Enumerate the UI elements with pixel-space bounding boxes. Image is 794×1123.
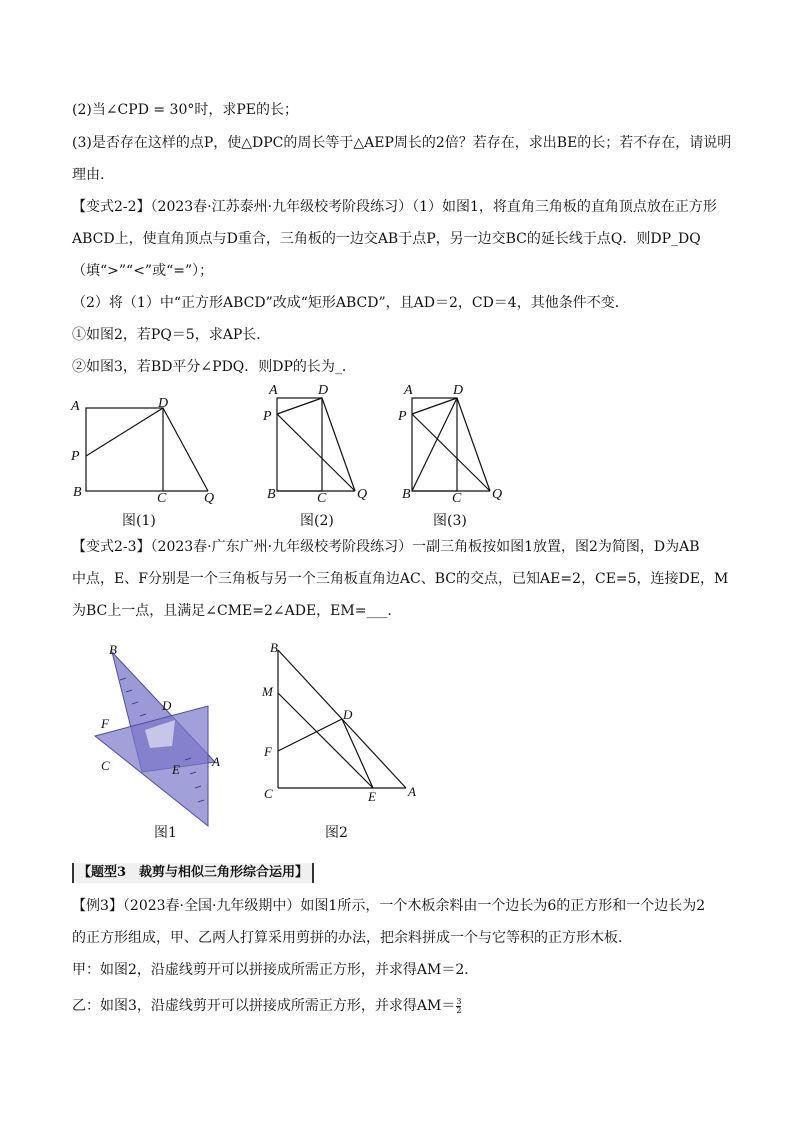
example-3-line4 — [72, 996, 461, 1016]
label-d: D — [343, 707, 353, 722]
variant-2-2-line1: 【变式2-2】（2023春·江苏泰州·九年级校考阶段练习）（1）如图1，将直角三角板的直角顶点放在正方形 — [72, 199, 717, 215]
label-d: D — [158, 396, 169, 411]
example-3-line2: 的正方形组成，甲、乙两人打算采用剪拼的办法，把余料拼成一个与它等积的正方形木板． — [72, 930, 632, 946]
figure-rectangle-2 — [255, 378, 380, 505]
example-3-line1: 【例3】（2023春·全国·九年级期中）如图1所示，一个木板余料由一个边长为6的正方形和一个边长为2 — [72, 898, 706, 914]
variant-2-2-line4: （2）将（1）中“正方形ABCD”改成“矩形ABCD”，且AD＝2，CD＝4，其他条件不变． — [72, 295, 629, 311]
label-a: A — [408, 784, 416, 799]
variant-2-3-line3: 为BC上一点，且满足∠CME=2∠ADE，EM=___． — [72, 603, 402, 619]
label-c: C — [452, 491, 462, 505]
section-header: 【题型3 裁剪与相似三角形综合运用】 — [72, 863, 314, 883]
segment-dq — [322, 398, 355, 491]
label-c: C — [264, 786, 273, 801]
label-d: D — [318, 383, 329, 398]
segment-me — [278, 693, 373, 788]
label-c: C — [157, 491, 167, 505]
question-2: (2)当∠CPD = 30°时，求PE的长； — [72, 102, 299, 118]
label-m: M — [262, 684, 273, 699]
segment-dq — [163, 408, 208, 491]
variant-2-2-line6: ②如图3，若BD平分∠PDQ．则DP的长为_． — [72, 359, 356, 375]
fraction-numerator: 3 — [456, 996, 462, 1006]
label-q: Q — [492, 487, 503, 502]
variant-2-2-line5: ①如图2，若PQ＝5，求AP长． — [72, 327, 271, 343]
segment-fd — [278, 719, 342, 751]
label-d: D — [162, 698, 172, 713]
segment-pq — [412, 414, 490, 491]
label-e: E — [368, 789, 376, 804]
segment-pq — [277, 414, 355, 491]
ruler-triangle-2 — [95, 706, 208, 826]
caption-fig-3: 图(3) — [433, 513, 467, 529]
caption-fig-1: 图(1) — [122, 513, 156, 529]
fraction-denominator: 2 — [456, 1005, 462, 1015]
caption-figure-1: 图1 — [154, 825, 177, 841]
label-c: C — [101, 758, 110, 773]
example-3-line4-text: 乙：如图3，沿虚线剪开可以拼接成所需正方形，并求得AM＝ — [72, 998, 456, 1014]
label-e: E — [172, 762, 180, 777]
label-b: B — [402, 487, 411, 502]
segment-de — [342, 719, 373, 788]
variant-2-2-line3: （填“>”“<”或“=”）； — [72, 263, 214, 279]
label-b: B — [270, 640, 278, 655]
label-b: B — [109, 642, 117, 657]
label-p: P — [263, 409, 272, 424]
label-a: A — [404, 383, 413, 398]
variant-2-2-line2: ABCD上，使直角顶点与D重合，三角板的一边交AB于点P，另一边交BC的延长线于点Q．则DP_DQ — [72, 231, 701, 247]
variant-2-3-line2: 中点，E、F分别是一个三角板与另一个三角板直角边AC、BC的交点，已知AE=2，CE=5，连接DE，M — [72, 571, 729, 587]
figure-square — [68, 380, 228, 505]
segment-pd — [277, 398, 322, 414]
caption-figure-2: 图2 — [325, 825, 348, 841]
label-p: P — [71, 449, 80, 464]
segment-pd — [86, 408, 163, 456]
figure-simplified — [258, 638, 428, 808]
caption-fig-2: 图(2) — [300, 513, 334, 529]
label-f: F — [101, 716, 109, 731]
segment-dq — [457, 398, 490, 491]
label-f: F — [264, 744, 272, 759]
figure-rectangle-3 — [390, 378, 515, 505]
label-a: A — [71, 399, 80, 414]
label-c: C — [317, 491, 327, 505]
label-b: B — [73, 485, 82, 500]
example-3-line3: 甲：如图2，沿虚线剪开可以拼接成所需正方形，并求得AM＝2． — [72, 962, 479, 978]
variant-2-3-line1: 【变式2-3】（2023春·广东广州·九年级校考阶段练习）一副三角板按如图1放置，图2为简图，D为AB — [72, 539, 700, 555]
question-3-line2: 理由. — [72, 167, 105, 183]
label-a: A — [269, 383, 278, 398]
label-b: B — [267, 487, 276, 502]
question-3-line1: (3)是否存在这样的点P，使△DPC的周长等于△AEP周长的2倍？若存在，求出BE的长；若不存在，请说明 — [72, 135, 732, 151]
label-q: Q — [357, 487, 368, 502]
figure-set-squares — [90, 640, 240, 830]
label-a: A — [212, 754, 220, 769]
label-p: P — [398, 409, 407, 424]
label-q: Q — [204, 491, 215, 505]
fraction — [456, 998, 461, 1015]
label-d: D — [453, 383, 464, 398]
